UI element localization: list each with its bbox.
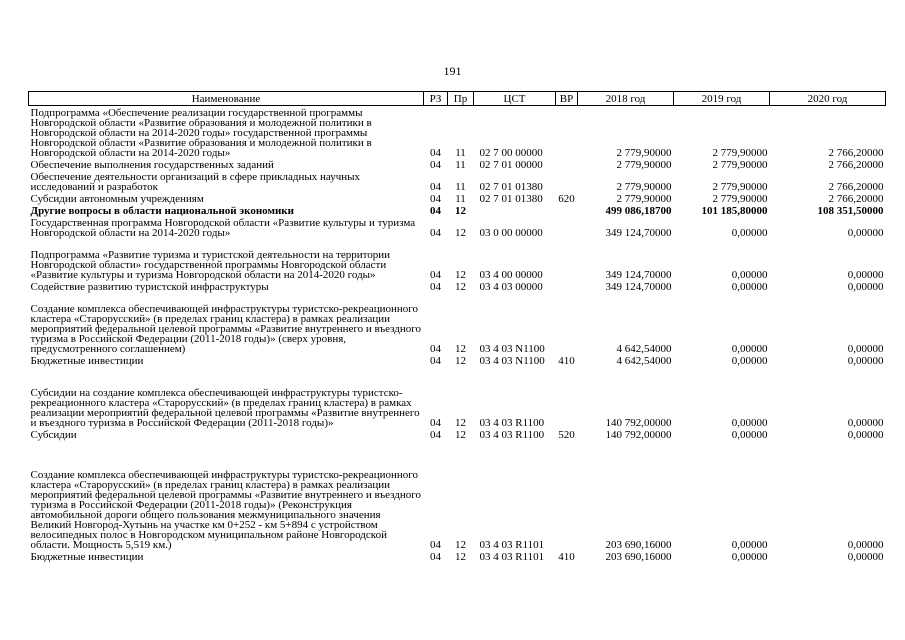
row-2020: 2 766,20000 [828,147,884,159]
row-rz: 04 [430,147,441,159]
row-rz: 04 [430,227,441,239]
table-row [29,238,886,280]
row-2018: 140 792,00000 [605,417,672,429]
row-name: Государственная программа Новгородской области «Развитие культуры и туризма Новгородской области на 2014-2020 годы» [30,217,416,239]
row-2018: 140 792,00000 [605,429,672,441]
row-2020: 0,00000 [847,551,884,563]
row-2020: 0,00000 [847,227,884,239]
header-pr: Пр [448,92,474,106]
row-vr: 410 [558,551,575,563]
row-2018: 4 642,54000 [616,355,672,367]
row-name: Субсидии на создание комплекса обеспечивающей инфраструктуры туристско-рекреационного кластера «Старорусский» (в пределах границ кластера) в рамках реализации мероприятий федеральной целевой программы «Развитие внутреннего и въездного туризма в Российской Федерации (2011-2018 годы)» [30,387,420,429]
row-2018: 203 690,16000 [605,551,672,563]
row-rz: 04 [430,429,441,441]
row-2019: 2 779,90000 [712,159,768,171]
row-2018: 2 779,90000 [616,159,672,171]
table-row [29,292,886,354]
page-number: 191 [443,64,462,78]
budget-table [28,91,886,562]
row-rz: 04 [430,269,441,281]
row-cst: 02 7 01 01380 [479,193,543,205]
row-pr: 12 [455,417,466,429]
row-vr [556,216,578,238]
row-name: Обеспечение выполнения государственных заданий [30,159,274,171]
row-vr: 410 [558,355,575,367]
row-vr [556,292,578,354]
header-2020: 2020 год [770,92,886,106]
row-pr: 11 [455,147,466,159]
row-pr: 11 [455,193,466,205]
row-2020: 0,00000 [847,429,884,441]
row-name: Создание комплекса обеспечивающей инфраструктуры туристско-рекреационного кластера «Старорусский» (в пределах границ кластера) в рамках реализации мероприятий федеральной целевой программы «Развитие внутреннего и въездного туризма в Российской Федерации (2011-2018 годы)» (Реконструкция автомобильной дороги общего пользования межмуниципального значения Великий Новгород-Хутынь на участке км 0+252 - км 5+894 с устройством велосипедных полос в Новгородском муниципальном районе Новгородской области. Мощность 5,519 км.) [30,469,422,551]
row-pr: 12 [455,355,466,367]
row-2020: 0,00000 [847,281,884,293]
row-pr: 12 [455,551,466,563]
row-2019: 101 185,80000 [701,205,768,217]
header-2019: 2019 год [674,92,770,106]
row-vr [556,106,578,159]
row-cst: 03 4 03 N1100 [479,355,545,367]
row-pr: 12 [455,269,466,281]
table-row [29,158,886,170]
table-row [29,216,886,238]
row-2020: 2 766,20000 [828,159,884,171]
row-rz: 04 [430,417,441,429]
row-vr [556,204,578,216]
row-vr [556,440,578,550]
table-row [29,204,886,216]
row-2018: 2 779,90000 [616,147,672,159]
row-rz: 04 [430,539,441,551]
row-2020: 108 351,50000 [817,205,884,217]
row-name: Содействие развитию туристской инфраструктуры [30,281,269,293]
row-vr [556,238,578,280]
row-2020: 0,00000 [847,539,884,551]
row-rz: 04 [430,205,441,217]
table-row [29,354,886,366]
header-rz: РЗ [424,92,448,106]
row-vr [556,158,578,170]
table-row [29,192,886,204]
row-2018: 349 124,70000 [605,269,672,281]
row-name: Бюджетные инвестиции [30,355,144,367]
row-name: Другие вопросы в области национальной экономики [30,205,294,217]
row-2020: 2 766,20000 [828,181,884,193]
row-cst: 03 4 03 R1100 [479,417,545,429]
table-row [29,106,886,159]
row-pr: 11 [455,159,466,171]
row-2019: 0,00000 [731,429,768,441]
row-2018: 2 779,90000 [616,193,672,205]
row-pr: 12 [455,539,466,551]
row-2019: 2 779,90000 [712,181,768,193]
row-cst: 03 4 03 R1101 [479,551,545,563]
row-cst: 03 4 03 N1100 [479,343,545,355]
row-vr [556,280,578,292]
row-rz: 04 [430,355,441,367]
row-2020: 2 766,20000 [828,193,884,205]
table-row [29,280,886,292]
row-2018: 203 690,16000 [605,539,672,551]
row-2019: 2 779,90000 [712,193,768,205]
row-2020: 0,00000 [847,417,884,429]
row-cst [474,204,556,216]
header-row [29,92,886,106]
row-vr [556,366,578,428]
row-2019: 2 779,90000 [712,147,768,159]
row-rz: 04 [430,181,441,193]
row-cst: 02 7 01 00000 [479,159,543,171]
row-2019: 0,00000 [731,417,768,429]
row-name: Подпрограмма «Обеспечение реализации государственной программы Новгородской области «Развитие образования и молодежной политики в Новгородской области на 2014-2020 годы» государственной программы Новгородской области «Развитие образования и молодежной политики в Новгородской области на 2014-2020 годы» [30,107,372,159]
row-rz: 04 [430,193,441,205]
row-rz: 04 [430,551,441,563]
row-2018: 349 124,70000 [605,227,672,239]
row-pr: 12 [455,343,466,355]
row-cst: 03 4 03 R1101 [479,539,545,551]
row-pr: 12 [455,429,466,441]
row-cst: 02 7 00 00000 [479,147,543,159]
table-row [29,440,886,550]
row-2019: 0,00000 [731,269,768,281]
row-name: Подпрограмма «Развитие туризма и туристской деятельности на территории Новгородской области» государственной программы Новгородской области «Развитие культуры и туризма Новгородской области на 2014-2020 годы» [30,249,391,281]
row-cst: 03 4 03 R1100 [479,429,545,441]
row-pr: 12 [455,281,466,293]
header-cst: ЦСТ [474,92,556,106]
header-name: Наименование [29,92,424,106]
row-pr: 12 [455,227,466,239]
row-name: Субсидии автономным учреждениям [30,193,204,205]
row-2018: 349 124,70000 [605,281,672,293]
row-2020: 0,00000 [847,355,884,367]
row-2020: 0,00000 [847,343,884,355]
row-2019: 0,00000 [731,281,768,293]
row-2019: 0,00000 [731,227,768,239]
row-rz: 04 [430,281,441,293]
row-2020: 0,00000 [847,269,884,281]
row-2019: 0,00000 [731,539,768,551]
row-cst: 02 7 01 01380 [479,181,543,193]
header-vr: ВР [556,92,578,106]
row-pr: 11 [455,181,466,193]
row-cst: 03 4 03 00000 [479,281,543,293]
row-rz: 04 [430,159,441,171]
row-vr: 520 [558,429,575,441]
row-name: Создание комплекса обеспечивающей инфраструктуры туристско-рекреационного кластера «Старорусский» (в пределах границ кластера) в рамках реализации мероприятий федеральной целевой программы «Развитие внутреннего и въездного туризма в Российской Федерации (2011-2018 годы)» (сверх уровня, предусмотренного соглашением) [30,303,422,355]
header-2018: 2018 год [578,92,674,106]
row-2019: 0,00000 [731,355,768,367]
row-vr [556,170,578,192]
row-vr: 620 [558,193,575,205]
row-name: Субсидии [30,429,77,441]
row-name: Бюджетные инвестиции [30,551,144,563]
table-row [29,550,886,562]
table-row [29,170,886,192]
row-name: Обеспечение деятельности организаций в сфере прикладных научных исследований и разработок [30,171,361,193]
row-2018: 499 086,18700 [605,205,672,217]
row-2019: 0,00000 [731,551,768,563]
row-2018: 2 779,90000 [616,181,672,193]
table-row [29,428,886,440]
table-row [29,366,886,428]
row-cst: 03 4 00 00000 [479,269,543,281]
row-pr: 12 [455,205,466,217]
row-rz: 04 [430,343,441,355]
row-2019: 0,00000 [731,343,768,355]
row-cst: 03 0 00 00000 [479,227,543,239]
row-2018: 4 642,54000 [616,343,672,355]
